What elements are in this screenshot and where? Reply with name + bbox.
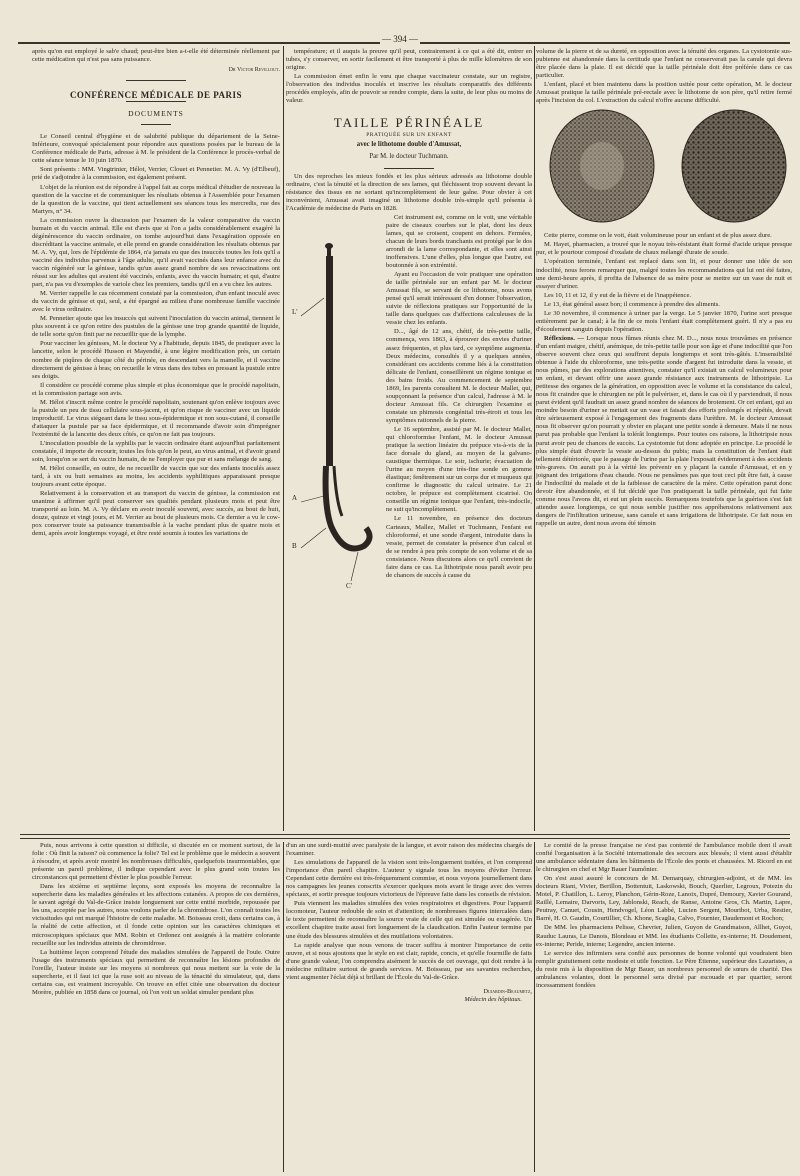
paragraph: Cet instrument est, comme on le voit, une véritable paire de ciseaux courbes sur le plat, dont les deux lames, qui se croisent, coupent en dehors. Fermées, chacun de leurs bords tranchants est protégé par le dos arrondi de la lame correspondante, et elles sont ainsi inoffensives. L'une d'elles, plus longue que l'autre, est boutonnée à son extrémité.: [386, 213, 532, 270]
calculus-figure: [542, 106, 792, 228]
paragraph: Le comité de la presse française ne s'est pas contenté de l'ambulance mobile dont il avait confié l'organisation à la Société internationale des secours aux blessés; il vient aussi d'établir une ambulance sédentaire dans les bâtiments de l'École des ponts et chaussées. M. Ricord en est le chirurgien en chef et Mgr Bauer l'aumônier.: [536, 842, 792, 874]
calculus-drawing: [542, 106, 792, 228]
paragraph: Le 11 novembre, en présence des docteurs Carteaux, Mallez, Mallet et Tuchmann, l'enfant est chloroformé, et une sonde d'argent, introduite dans la vessie, permet de constater la présence d'un calcul et de se rendre à peu près compte de son volume et de sa consistance. Nous discutons alors ce qu'il convient de faire dans ce cas. La lithotripsie nous paraît avoir peu de chances de succès à cause du: [386, 515, 532, 579]
paragraph: volume de la pierre et de sa dureté, en opposition avec la ténuité des organes. La cystotomie sus-pubienne est abandonnée dans la certitude que l'enfant ne conserverait pas la canule qui devra être placée dans la plaie. Il est décidé que la taille périnéale doit être préférée dans ce cas particulier.: [536, 48, 792, 80]
section-divider: [20, 838, 790, 839]
figure-label: A: [292, 493, 298, 502]
paragraph: La rapide analyse que nous venons de tracer suffira à montrer l'importance de cette œuvre, et si nous ajoutons que le style en est clair, rapide, concis, et qu'elle fourmille de faits d'une grande valeur, l'on comprendra aisément le succès de cet ouvrage, qui doit rendre à la médecine militaire surtout de grands services. M. Boisseau, par ses savantes recherches, vient augmenter l'éclat déjà si brillant de l'École du Val-de-Grâce.: [286, 941, 532, 981]
paragraph: Il considère ce procédé comme plus simple et plus économique que le procédé napolitain, et la commission partage son avis.: [32, 381, 280, 397]
paragraph: Puis, nous arrivons à cette question si difficile, si discutée en ce moment surtout, de la folie : Où finit la raison? où commence la folie? Tel est le problème que le médecin a souvent à résoudre, et après avoir montré les nombreuses difficultés, quelquefois insurmontables, que présente un pareil problème, il indique cependant avec le plus grand soin toutes les circonstances qui permettent d'éviter le plus possible l'erreur.: [32, 842, 280, 882]
page-number: — 394 —: [382, 34, 418, 44]
lithotome-drawing: [286, 216, 378, 596]
paragraph: Ayant eu l'occasion de voir pratiquer une opération de taille périnéale sur un enfant par M. le docteur Amussat fils, se servant de ce lithotome, nous avons pensé qu'il serait intéressant d'en donner l'observation, suivie de réflexions pratiques sur l'opportunité de la taille dans quelques cas d'affections calculeuses de la vessie chez les enfants.: [386, 271, 532, 327]
section-title: CONFÉRENCE MÉDICALE DE PARIS: [69, 90, 243, 101]
paragraph: Pour vacciner les génisses, M. le docteur Vy a l'habitude, depuis 1845, de pratiquer avec la lancette, selon le procédé Husson et Mayendié, à une légère modification près, un certain nombre de piqûres de chaque côté du périnée, en descendant vers la mamelle, et il vaccine directement de génisse à bras; on recueille le virus dans des tubes en pressant la pustule entre ses doigts.: [32, 340, 280, 380]
signature: Dr Victor Revillout.: [228, 67, 280, 74]
paragraph: [536, 335, 792, 528]
column-divider: [534, 842, 535, 1172]
paragraph: Puis viennent les maladies simulées des voies respiratoires et digestives. Pour l'appareil locomoteur, l'auteur redouble de soin et d'attention; de nombreuses figures intercalées dans le texte permettent de reconnaître la source vraie de celle qui est simulée ou exagérée. Un excellent chapitre traite aussi fort longuement de la claudication. Enfin l'auteur termine par une étude des blessures simulées et des mutilations volontaires.: [286, 900, 532, 940]
signature-title: Médecin des hôpitaux.: [464, 995, 522, 1003]
paragraph: M. Pennetier ajoute que les insuccès qui suivent l'inoculation du vaccin animal, tiennent le plus souvent à ce qu'on retire des pustules de la génisse une trop grande quantité de liquide, de telle sorte qu'on finit par ne recueillir que de la lymphe.: [32, 315, 280, 339]
subsection-title: DOCUMENTS: [128, 109, 184, 119]
signature: Duiardin-Beaumetz,: [483, 987, 532, 995]
paragraph: après qu'on eut employé le sab'e chaud; peut-être bien a-t-elle été déterminée réellement par cette médication qui n'est pas sans puissance.: [32, 48, 280, 64]
separator: [384, 168, 434, 169]
separator: [126, 80, 186, 81]
article-subtitle: PRATIQUÉE SUR UN ENFANT: [366, 132, 452, 139]
paragraph: Le 13, état général assez bon; il commence à prendre des aliments.: [544, 300, 720, 308]
paragraph-text: Lorsque nous fûmes réunis chez M. D..., nous nous trouvâmes en présence d'un enfant maigre, chétif, anémique, de très-petite taille pour son âge et d'une indocilité que l'on observe souvent chez ceux qui souffrent depuis longtemps et sont très-gâtés. L'insensibilité obtenue à l'aide du chloroforme, une très-petite sonde d'argent fut introduite dans la vessie, et nous pûmes, par des explorations attentives, constater qu'il existait un calcul volumineux pour un enfant, et devant offrir une assez grande résistance aux instruments de lithotripsie. La petitesse des organes de la génération, en opposition avec le volume et la consistance du calcul, nous fit craindre que le chirurgien ne pût le pulvériser, et, dans le cas où il y parviendrait, il nous parut évident qu'il faudrait un assez grand nombre de séances de broiement. Or cet enfant, qui au moindre besoin d'uriner se mettait sur un vase et faisait des efforts prolongés et répétés, devait être sérieusement exposé à l'engagement des fragments dans l'urèthre. M. le docteur Amussat nous fit observer qu'on pourrait y obvier en plaçant une petite sonde à demeure. Mais il ne nous parut pas probable que l'enfant la tolérât longtemps. Pour toutes ces raisons, la lithotripsie nous parut avoir peu de chances de succès. La cystotomie fut donc adoptée en principe. Le procédé le plus simple était d'ouvrir la vessie au-dessus du pubis; mais la constitution de l'enfant était tellement détériorée, que le passage de l'urine par la plaie l'exposait évidemment à des accidents très-graves. On aurait pu à la vérité les prévenir en y plaçant la canule d'Amussat, et en y joignant des irrigations d'eau chaude. Nous ne pensâmes pas que tout ceci pût être fait, à cause de l'indocilité du malade et de la faiblesse de caractère de la mère. Cette opération parut donc devoir être abandonnée, et il fut décidé que l'on pratiquerait la taille périnéale, qui fut faite comme nous l'avons dit, et eut un plein succès. Remarquons toutefois que la guérison s'est fait attendre assez longtemps, ce qui nous semble justifier nos appréhensions relativement aux dangers de l'infiltration urineuse, sans canule et sans irrigations de lithotripsie. Ce fait nous en rappelle un autre, dont nous avons été témoin: [536, 334, 792, 527]
column-divider: [283, 46, 284, 831]
paragraph: M. Hayet, pharmacien, a trouvé que le noyau très-résistant était formé d'acide urique presque pur, et le pourtour composé d'oxalate de chaux mélangé d'urate de soude.: [536, 241, 792, 257]
paragraph: Le 16 septembre, assisté par M. le docteur Mallet, qui chloroformise l'enfant, M. le docteur Amussat pratique la section linéaire du prépuce vis-à-vis de la face dorsale du gland, au moyen de la galvano-caustique thermique. Le soir, ischurie; évacuation de l'urine au moyen d'une très-fine sonde en gomme élastique; fenêtrement sur un corps dur et muqueux qui confirme le diagnostic du calcul urinaire. Le 21 octobre, le prépuce est complètement cicatrisé. On conseille un régime tonique que l'enfant, très-indocile, ne suit qu'incomplètement.: [386, 425, 532, 514]
bottom-column-1: [32, 842, 280, 1172]
paragraph: Un des reproches les mieux fondés et les plus sérieux adressés au lithotome double ordinaire, c'est la ténuité et la direction de ses lames, qui fléchissent trop souvent devant la résistance des tissus en ne sortant qu'incomplètement de leur gaîne. Pour obvier à cet inconvénient, Amussat avait imaginé un lithotome double très-simple qu'il présenta à l'Académie de médecine de Paris en 1828.: [286, 172, 532, 212]
paragraph: Dans les sixième et septième leçons, sont exposés les moyens de reconnaître la supercherie dans les maladies générales et les affections cutanées. A propos de ces dernières, le savant agrégé du Val-de-Grâce insiste longuement sur cette entité morbide, repoussée par les uns, acceptée par les autres, nous voulons parler de la chromidrose. L'on connaît toutes les vicissitudes qui ont marqué l'histoire de cette maladie. M. Boisseau croit, dans certains cas, à la réalité de cette affection, et il fonde cette opinion sur les caractères chimiques et microscopiques spéciaux que MM. Robin et Ordonez ont assignés à la matière colorante recueillie sur les individus atteints de chromidrose.: [32, 883, 280, 947]
paragraph: Sont présents : MM. Vingtrinier, Hélot, Verrier, Clouet et Pennetier. M. A. Vy (d'Elbeuf), prié de s'adjoindre à la commission, est également présent.: [32, 166, 280, 182]
paragraph: On s'est aussi assuré le concours de M. Demarquay, chirurgien-adjoint, et de MM. les docteurs Riant, Vivier, Berillon, Bottentuit, Laskowski, Bouch, Querlier, Legroux, Potezin du Motel, P. Chatillon, L. Leroy, Planchon, Gérin-Roze, Lanoix, Dupré, Demoury, Xavier Gourand, Raillé, Lemaire, Darvoris, Ley, Jablonski, Reach, de Ranse, Antoine Gros, Ch. Martin, Lapre, Peutray, Canuet, Cousin, Hendvogel, Léon Labbé, Lucien Sergent, Mouribot, Urba, Restier, Barré, H. O. Gaudin, Courtillier, Ch. Khone, Scaglia, Calvo, Fournier, Daudemont et Rochon;: [536, 875, 792, 923]
separator: [126, 101, 186, 102]
paragraph: La commission ouvre la discussion par l'examen de la valeur comparative du vaccin humain et du vaccin animal. Elle est d'avis que si l'on a jadis considérablement exagéré la dégénérescence du vaccin ordinaire, on tombe aujourd'hui dans l'exagération opposée en discréditant la vaccine animale, et elle prend en grande considération les résultats obtenus par M. A. Vy, qui, lors de l'épidémie de 1864, n'a jamais eu que des insuccès toutes les fois qu'il a vacciné des individus parvenus à l'âge adulte, qu'il avait vaccinés dans leur enfance avec du vaccin régénéré sur la génisse, tandis qu'un assez grand nombre de ses revaccinations ont réussi sur les adultes qui avaient été vaccinés, enfants, avec du vaccin humain; et qui, d'autre part, n'a pas vu d'exemples de variole chez les premiers, tandis qu'il en a vu chez les autres.: [32, 216, 280, 289]
figure-label: B: [292, 541, 297, 550]
paragraph: d'un an une surdi-mutité avec paralysie de la langue, et avoir raison des médecins chargés de l'examiner.: [286, 842, 532, 858]
column-divider: [283, 842, 284, 1172]
paragraph: D..., âgé de 12 ans, chétif, de très-petite taille, commença, vers 1863, à éprouver des envies d'uriner assez fréquentes, et plus tard, ce symptôme augmenta. Deux médecins, consultés il y a quelques années, considérant ces accidents comme liés à la constitution délicate de l'enfant, conseillèrent un régime tonique et des bains froids. Au commencement de septembre 1869, les parents consultent M. le docteur Mallet, qui, soupçonnant la présence d'un calcul, l'adresse à M. le docteur Amussat fils. Ce chirurgien l'examine et constate un phimosis congénital très-étroit et tous les symptômes rationnels de la pierre.: [386, 328, 532, 424]
paragraph: L'objet de la réunion est de répondre à l'appel fait au corps médical d'étudier de nouveau la question de la vaccine et de communiquer les résultats obtenus à l'Assemblée pour l'examen de la question de la vaccine, qui tient actuellement ses séances tous les mercredis, rue des Martyrs, n° 34.: [32, 183, 280, 215]
section-divider: [20, 834, 790, 835]
article-title: TAILLE PÉRINÉALE: [333, 115, 485, 131]
column-2: [286, 48, 532, 828]
figure-label: C': [346, 581, 352, 590]
paragraph: Le service des infirmiers sera confié aux personnes de bonne volonté qui voudraient bien remplir gratuitement cette modeste et utile fonction. Le Père Étienne, supérieur des Lazaristes, a du reste mis à la disposition de Mgr Bauer, un nombreux personnel de sœurs de charité. Des ambulances volantes, dont le personnel sera divisé par escouade et par quartier, seront incessamment fondées: [536, 949, 792, 989]
article-method: avec le lithotome double d'Amussat,: [356, 141, 462, 149]
article-author: Par M. le docteur Tuchmann.: [369, 153, 449, 161]
bottom-column-2: [286, 842, 532, 1172]
paragraph: L'inoculation possible de la syphilis par le vaccin ordinaire étant aujourd'hui parfaitement constatée, il importe de recourir, toutes les fois qu'on le peut, au virus animal, et d'avoir grand soin, lorsqu'on se sert du vaccin humain, de ne l'employer que pur et sans mélange de sang.: [32, 439, 280, 464]
paragraph: Le Conseil central d'hygiène et de salubrité publique du département de la Seine-Inférieure, convoqué spécialement pour répondre aux questions posées par le bureau de la Conférence médicale de Paris, adresse à M. le président de la Conférence le procès-verbal de cette séance tenue le 10 juin 1870.: [32, 133, 280, 165]
paragraph: M. Hélot conseille, en outre, de ne recueillir de vaccin que sur des enfants inoculés assez tard, à six ou huit semaines au moins, les accidents syphilitiques apparaissant presque toujours avant cette époque.: [32, 465, 280, 489]
paragraph: M. Verrier rappelle le cas récemment constaté par la commission, d'un enfant inoculé avec du vaccin de génisse et qui, seul, a été épargné au milieu d'une nombreuse famille vaccinée avec le virus ordinaire.: [32, 290, 280, 314]
column-1: [32, 48, 280, 828]
paragraph: L'enfant, placé et bien maintenu dans la position usitée pour cette opération, M. le docteur Amussat pratique la taille périnéale pré-rectale avec le lithotome de son père, qu'il retire fermé après l'incision du col. L'extraction du calcul n'offre aucune difficulté.: [536, 81, 792, 105]
paragraph: température; et il auquis la preuve qu'il peut, contrairement à ce qui a été dit, entrer en tubes, s'y conserver, en sortir facilement et être transporté à plus de mille kilomètres de son origine.: [286, 48, 532, 72]
paragraph: M. Hélot s'inscrit même contre le procédé napolitain, soutenant qu'on enlève toujours avec la pustule un peu de tissu cellulaire sous-jacent, et qu'on risque de vacciner avec un liquide improductif. Le virus siégeant dans le tissu sous-épidermique et non sous-cutané, il conseille d'attaquer la pustule par sa face épidermique, et il recommande d'avoir soin d'imprégner l'extrémité de la lancette des deux côtés, ce qu'on ne fait pas toujours.: [32, 398, 280, 438]
figure-label: L': [292, 307, 298, 316]
lithotome-figure: [286, 216, 378, 596]
paragraph: La huitième leçon comprend l'étude des maladies simulées de l'appareil de l'ouïe. Outre l'usage des instruments spéciaux qui permettent de reconnaître les lésions profondes de l'oreille, l'auteur insiste sur les moyens si nombreux qui nous mettent sur la voie de la supercherie, et il faut ici que la ruse soit au niveau de la ténacité du simulateur, qui, dans certains cas, est vraiment incroyable. On trouve en effet citée une observation du docteur Morère, publiée en 1858 dans ce journal, où l'on voit un soldat simuler pendant plus: [32, 948, 280, 996]
separator: [141, 124, 171, 125]
section-lead: Réflexions. —: [544, 334, 584, 342]
paragraph: Les 10, 11 et 12, il y eut de la fièvre et de l'inappétence.: [544, 291, 692, 299]
paragraph: Les simulations de l'appareil de la vision sont très-longuement traitées, et l'on comprend l'importance d'un pareil chapitre. L'auteur y signale tous les moyens d'éviter l'erreur. Cependant cette dernière est très-fréquemment commise, et nous voyons journellement dans nos campagnes les jeunes conscrits s'exercer quelques mois avant le tirage avec des verres spéciaux, et sortir presque toujours victorieux de l'épreuve faite dans les conseils de révision.: [286, 859, 532, 899]
paragraph: Relativement à la conservation et au transport du vaccin de génisse, la commission est unanime à affirmer qu'il peut conserver ses qualités pendant plusieurs mois et peut être transporté au loin. M. A. Vy déclare en avoir inoculé souvent, avec succès, au bout de huit, douze, quinze et vingt jours, et M. Verrier au bout de plusieurs mois. Ce dernier a vu le cow-pox conserver toute sa puissance transmissible à la vache pendant plus de quatre mois et demi, après avoir longtemps voyagé, et être resté soumis à toutes les variations de: [32, 490, 280, 538]
column-divider: [534, 46, 535, 831]
paragraph: Le 30 novembre, il commence à uriner par la verge. Le 5 janvier 1870, l'urine sort presque entièrement par le canal; à la fin de ce mois l'enfant était complètement guéri. Il n'y a pas eu d'écoulement sanguin depuis l'opération.: [536, 309, 792, 333]
paragraph: Cette pierre, comme on le voit, était volumineuse pour un enfant et de plus assez dure.: [544, 232, 772, 240]
paragraph: De MM. les pharmaciens Pelisse, Chevrier, Julien, Guyon de Grandmaison, Allhet, Guyot, Rauduc Lauras, Le Danois, Blondeau et MM. les étudiants Collette, ex-interne; H. Doudement, ex-interne; Peride, interne; Legendre, ancien interne.: [536, 924, 792, 948]
bottom-column-3: [536, 842, 792, 1172]
paragraph: La commission émet enfin le vœu que chaque vaccinateur constate, sur un registre, l'observation des individus inoculés et inscrive les résultats comparatifs des différents procédés employés, afin de pouvoir se rendre compte, dans la suite, de leur plus ou moins de valeur.: [286, 73, 532, 105]
column-3: [536, 48, 792, 828]
paragraph: L'opération terminée, l'enfant est replacé dans son lit, et pour donner une idée de son indocilité, nous ferons remarquer que, malgré toutes les recommandations qui lui ont été faites, une demi-heure après, il profita de l'absence de sa mère pour se mettre sur un vase de nuit et essayer d'uriner.: [536, 258, 792, 290]
